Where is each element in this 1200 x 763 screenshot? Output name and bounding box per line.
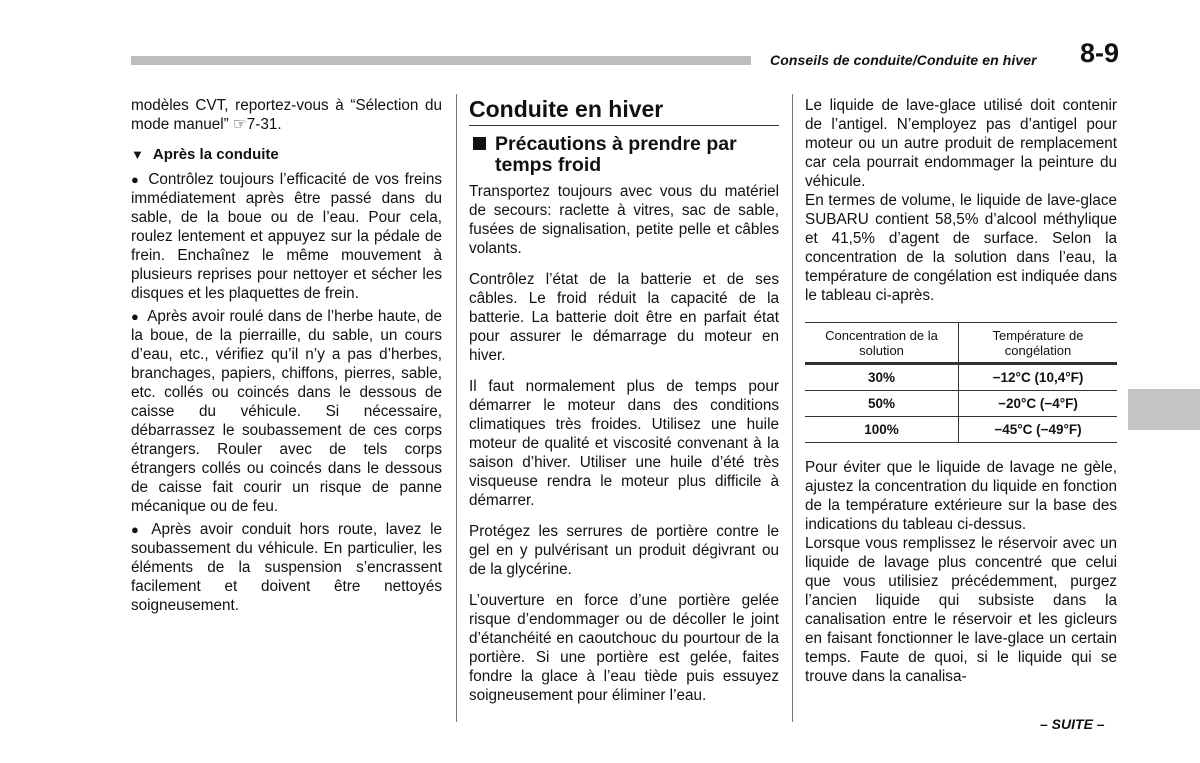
table-cell-concentration: 30% xyxy=(805,364,959,391)
header-rule xyxy=(131,56,751,65)
paragraph: Il faut normalement plus de temps pour démarrer le moteur dans des conditions climatiques très froides. Utilisez une huile moteur de qualité et viscosité convenant à la saison d’hiver. Utiliser une huile d’été très visqueuse rendra le moteur plus difficile à démarrer. xyxy=(469,378,779,509)
intro-paragraph: modèles CVT, reportez-vous à “Sélection du mode manuel” ☞7-31. xyxy=(131,97,442,133)
column-right xyxy=(805,96,1117,686)
table-cell-temperature: −20°C (−4°F) xyxy=(959,391,1118,417)
table-cell-temperature: −12°C (10,4°F) xyxy=(959,364,1118,391)
table-cell-concentration: 100% xyxy=(805,417,959,443)
subheading-after-driving xyxy=(131,145,442,164)
page-number: 8-9 xyxy=(1080,38,1120,68)
bullet-text: Après avoir roulé dans de l’herbe haute, de la boue, de la pierraille, du sable, un cours d’eau, etc., vérifiez qu’il n’y a pas d’herbes, branchages, papiers, chiffons, pierres, sable, etc. collés ou coincés dans le dessous de caisse du véhicule. Si nécessaire, débarrassez le soubassement de ces corps étrangers. Rouler avec de tels corps étrangers collés ou coincés dans le dessous de caisse fait courir un risque de panne mécanique ou de feu. xyxy=(131,308,443,515)
table-row xyxy=(805,417,1117,443)
bullet-item xyxy=(131,307,442,516)
paragraph: Transportez toujours avec vous du matériel de secours: raclette à vitres, sac de sable, fusées de signalisation, petite pelle et câbles volants. xyxy=(469,183,779,257)
bullet-text: Contrôlez toujours l’efficacité de vos freins immédiatement après être passé dans du sable, de la boue ou de l’eau. Pour cela, roulez lentement et appuyez sur la pédale de frein. Enchaînez le même mouvement à plusieurs reprises pour nettoyer et sécher les disques et les plaquettes de frein. xyxy=(131,171,443,302)
table-header-row xyxy=(805,323,1117,364)
paragraph: En termes de volume, le liquide de lave-glace SUBARU contient 58,5% d’alcool méthylique et 41,5% d’agent de surface. Selon la concentration de la solution dans l’eau, la température de congélation est indiquée dans le tableau ci-après. xyxy=(805,192,1117,304)
subsection-heading xyxy=(469,134,779,176)
table-cell-temperature: −45°C (−49°F) xyxy=(959,417,1118,443)
section-title: Conseils de conduite/Conduite en hiver xyxy=(770,52,1037,68)
bullet-item xyxy=(131,170,442,303)
freezing-temperature-table xyxy=(805,322,1117,443)
subheading-text: Après la conduite xyxy=(152,146,279,163)
column-divider-2 xyxy=(792,94,793,722)
table-header-temperature: Température de congélation xyxy=(959,323,1118,364)
table-row xyxy=(805,391,1117,417)
table-header-concentration: Concentration de la solution xyxy=(805,323,959,364)
column-middle xyxy=(469,95,779,705)
paragraph: L’ouverture en force d’une portière gelée risque d’endommager ou de décoller le joint d’étanchéité en caoutchouc du pourtour de la portière. Si une portière est gelée, faites fondre la glace à l’eau tiède puis essuyez soigneusement pour éliminer l’eau. xyxy=(469,592,779,704)
paragraph: Protégez les serrures de portière contre le gel en y pulvérisant un produit dégivrant ou de la glycérine. xyxy=(469,523,779,578)
table-row xyxy=(805,364,1117,391)
continued-label: – SUITE – xyxy=(1040,716,1105,732)
chapter-tab xyxy=(1128,389,1200,430)
bullet-icon: ● xyxy=(131,309,140,324)
subsection-heading-text: Précautions à prendre par temps froid xyxy=(495,133,737,176)
paragraph: Le liquide de lave-glace utilisé doit contenir de l’antigel. N’employez pas d’antigel pour moteur ou un autre produit de remplacement car cela pourrait endommager la peinture du véhicule. xyxy=(805,97,1117,190)
triangle-down-icon: ▼ xyxy=(131,147,144,162)
paragraph: Lorsque vous remplissez le réservoir avec un liquide de lavage plus concentré que celui que vous utilisiez précédemment, purgez l’ancien liquide qui subsiste dans la canalisation entre le réservoir et les gicleurs en faisant fonctionner le lave-glace un certain temps. Faute de quoi, si le liquide qui se trouve dans la canalisa- xyxy=(805,535,1117,685)
table-cell-concentration: 50% xyxy=(805,391,959,417)
column-divider-1 xyxy=(456,94,457,722)
bullet-item xyxy=(131,520,442,615)
bullet-icon: ● xyxy=(131,522,144,537)
paragraph: Pour éviter que le liquide de lavage ne gèle, ajustez la concentration du liquide en fonction de la température extérieure sur la base des indications du tableau ci-dessus. xyxy=(805,459,1117,533)
square-bullet-icon xyxy=(473,137,486,150)
section-heading: Conduite en hiver xyxy=(469,95,779,126)
paragraph: Contrôlez l’état de la batterie et de ses câbles. Le froid réduit la capacité de la batterie. La batterie doit être en parfait état pour assurer le démarrage du moteur en hiver. xyxy=(469,271,779,364)
bullet-text: Après avoir conduit hors route, lavez le soubassement du véhicule. En particulier, les éléments de la suspension s’encrassent facilement et doivent être nettoyés soigneusement. xyxy=(131,521,442,614)
column-left xyxy=(131,96,442,615)
bullet-icon: ● xyxy=(131,172,141,187)
